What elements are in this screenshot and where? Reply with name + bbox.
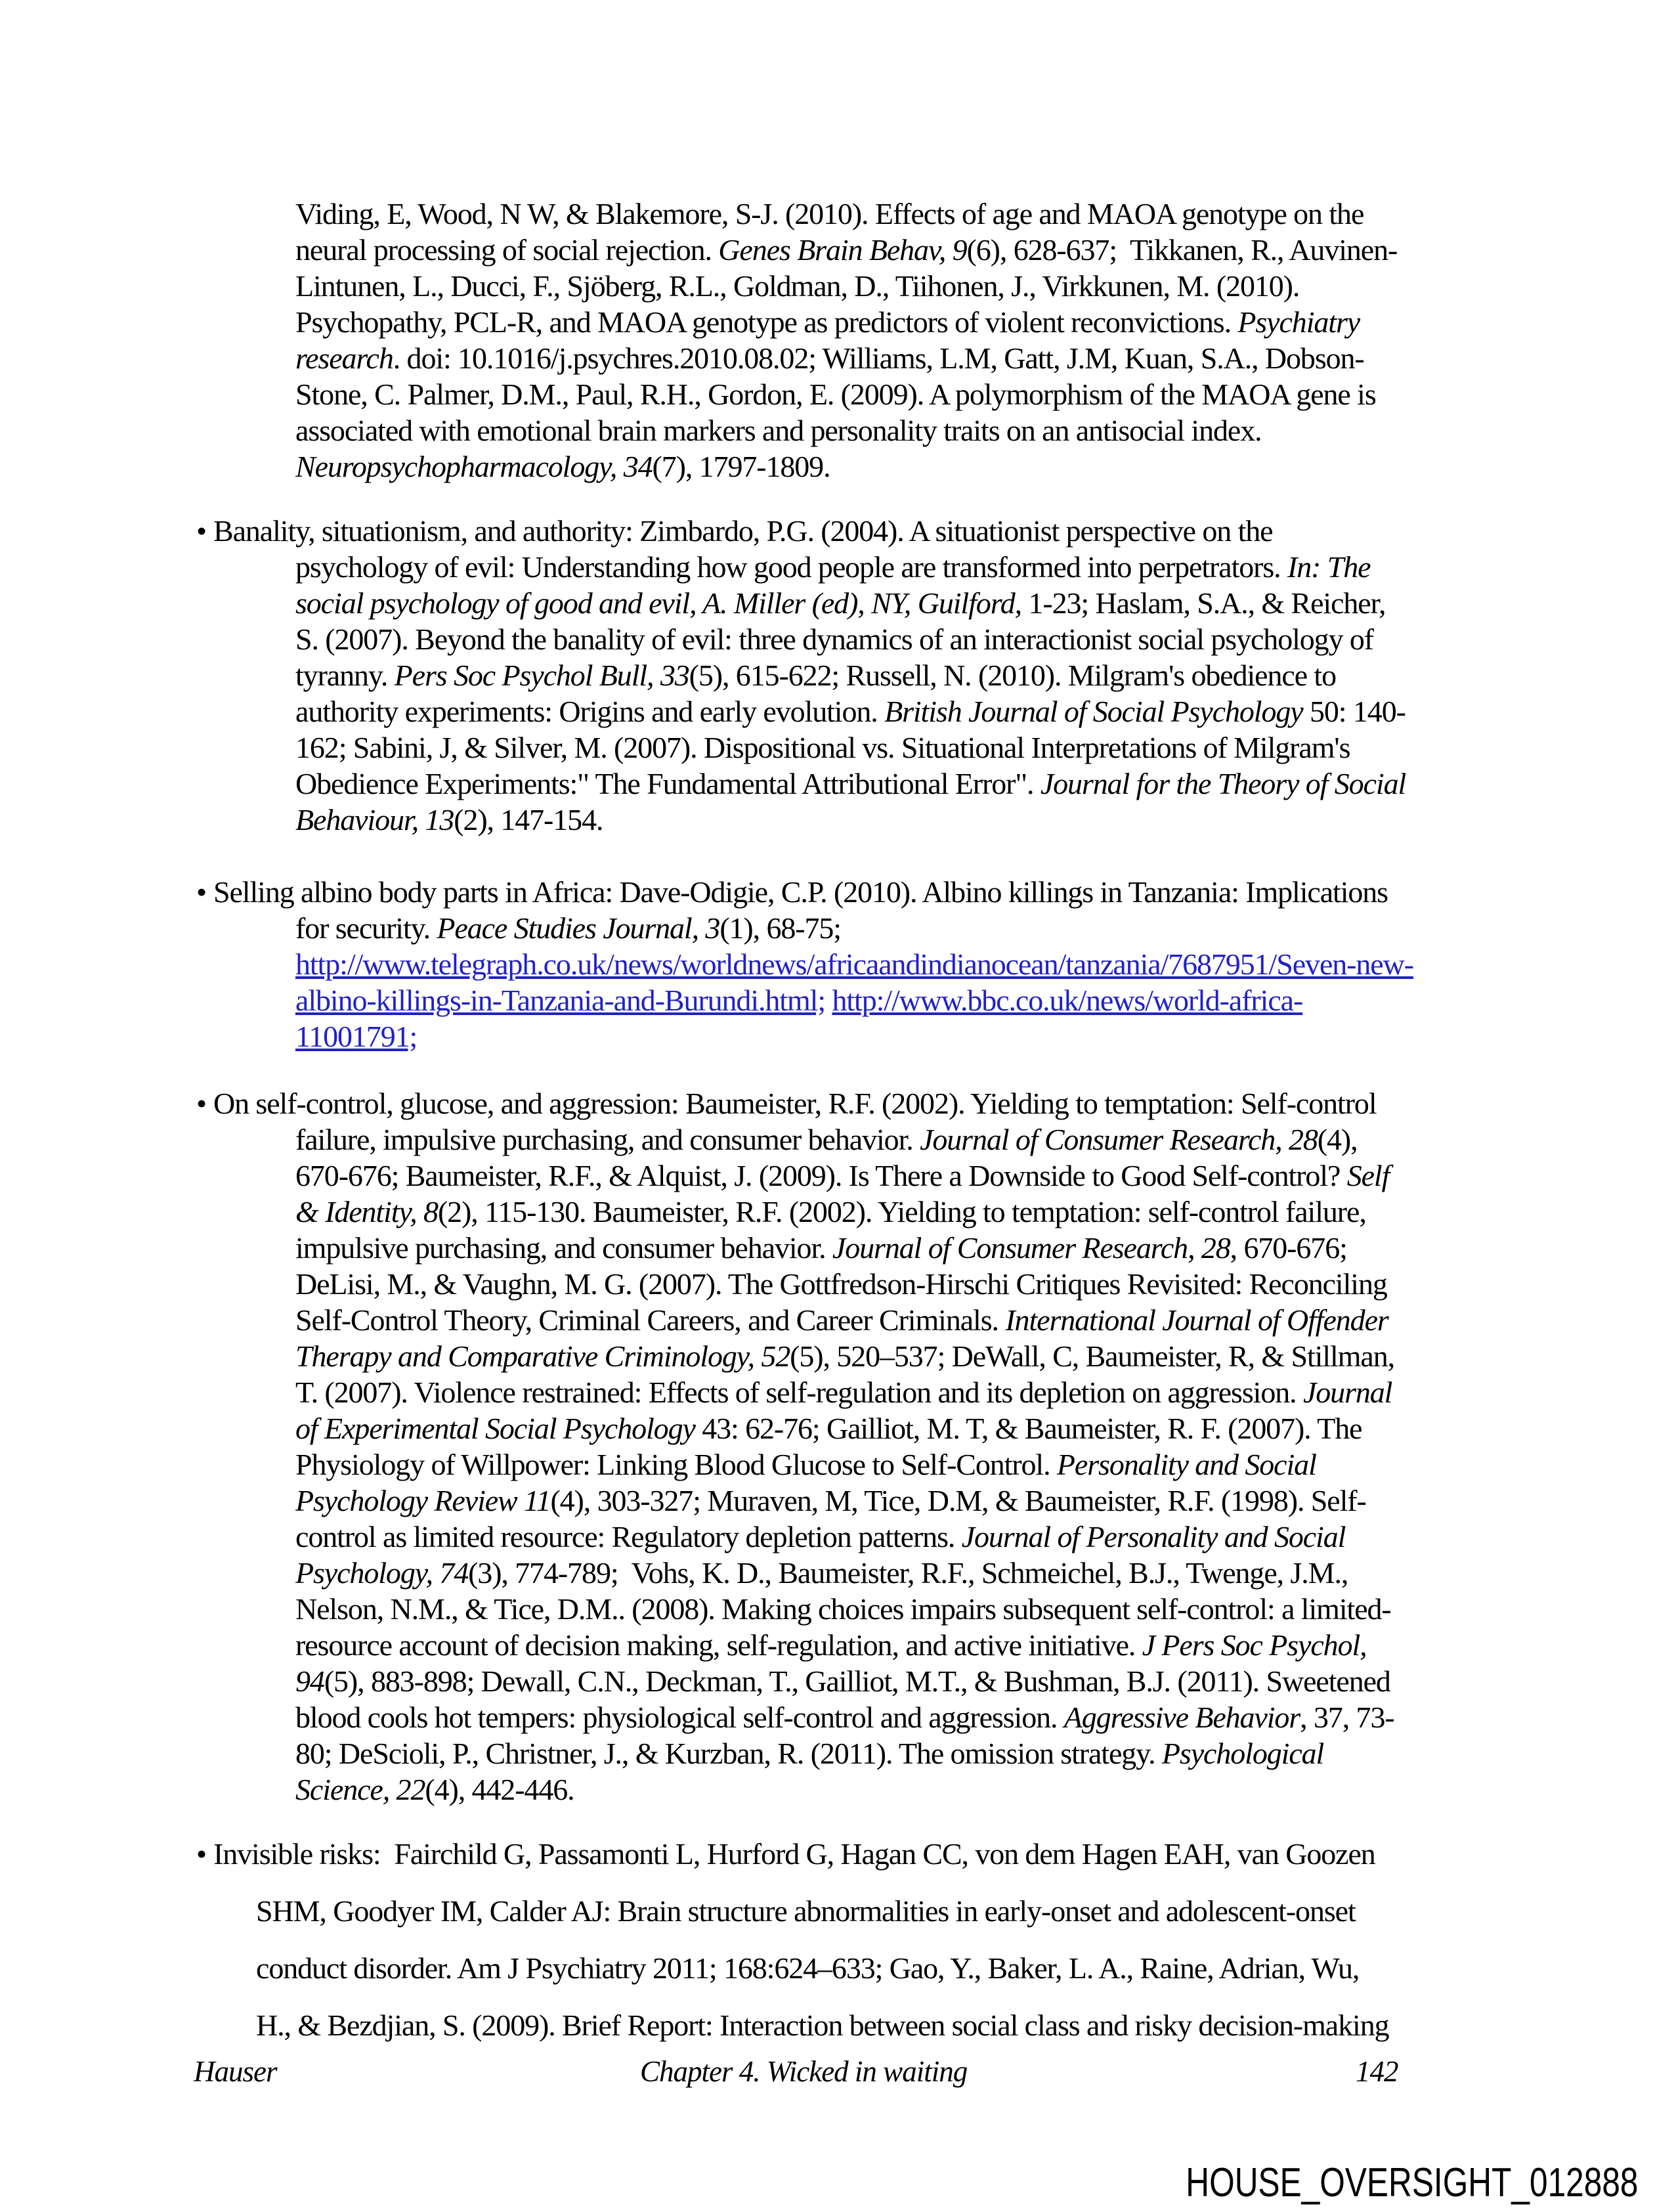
ref-self-control-glucose-aggression xyxy=(0,1085,1674,1808)
text-line xyxy=(196,874,1674,910)
text-segment: (5), 520–537; DeWall, C, Baumeister, R, & Stillman, xyxy=(790,1339,1395,1373)
text-line xyxy=(295,268,1674,304)
text-segment: In: The xyxy=(1287,550,1371,584)
text-line xyxy=(295,693,1674,729)
text-segment: Stone, C. Palmer, D.M., Paul, R.H., Gordon, E. (2009). A polymorphism of the MAOA gene is xyxy=(295,378,1376,411)
text-segment: (6), 628-637; Tikkanen, R., Auvinen- xyxy=(966,233,1398,267)
text-line xyxy=(295,549,1674,585)
text-segment: Viding, E, Wood, N W, & Blakemore, S-J. (2010). Effects of age and MAOA genotype on the xyxy=(295,197,1364,230)
text-segment: impulsive purchasing, and consumer behavior. xyxy=(295,1231,832,1265)
bates-stamp: HOUSE_OVERSIGHT_012888 xyxy=(1185,2160,1638,2205)
text-segment: (5), 883-898; Dewall, C.N., Deckman, T., Gailliot, M.T., & Bushman, B.J. (2011). Sweetened xyxy=(324,1664,1390,1698)
text-segment: Invisible risks: Fairchild G, Passamonti L, Hurford G, Hagan CC, von dem Hagen EAH, van Goozen xyxy=(213,1837,1375,1871)
text-line xyxy=(295,376,1674,412)
text-line xyxy=(295,1663,1674,1699)
text-segment: failure, impulsive purchasing, and consumer behavior. xyxy=(295,1123,920,1156)
text-segment: psychology of evil: Understanding how good people are transformed into perpetrators. xyxy=(295,550,1287,584)
text-segment: H., & Bezdjian, S. (2009). Brief Report: Interaction between social class and risky decision-making xyxy=(256,2008,1389,2042)
text-line xyxy=(295,1483,1674,1519)
text-segment: tyranny. xyxy=(295,659,395,692)
text-segment: Neuropsychopharmacology, 34 xyxy=(295,450,653,483)
text-line xyxy=(196,1825,1674,1882)
text-segment: conduct disorder. Am J Psychiatry 2011; 168:624–633; Gao, Y., Baker, L. A., Raine, Adrian, Wu, xyxy=(256,1951,1360,1985)
ref-banality-situationism-authority xyxy=(0,513,1674,838)
text-line xyxy=(295,585,1674,621)
hyperlink[interactable]: http://www.bbc.co.uk/news/world-africa- xyxy=(832,984,1303,1017)
text-segment: Journal of Consumer Research, 28 xyxy=(832,1231,1230,1265)
text-segment: , 37, 73- xyxy=(1300,1701,1394,1734)
hyperlink[interactable]: albino-killings-in-Tanzania-and-Burundi.html; xyxy=(295,984,826,1017)
text-line xyxy=(256,1940,1674,1997)
bullet-marker: • xyxy=(196,875,207,909)
ref-maoa-genotype xyxy=(0,196,1674,485)
text-line xyxy=(295,766,1674,802)
text-line xyxy=(256,1997,1674,2054)
text-segment: Psychological xyxy=(1161,1737,1324,1770)
bullet-marker: • xyxy=(196,1087,207,1120)
text-segment: for security. xyxy=(295,911,437,945)
text-segment: Psychopathy, PCL-R, and MAOA genotype as predictors of violent reconvictions. xyxy=(295,305,1238,339)
text-segment: Journal xyxy=(1302,1376,1392,1409)
text-segment: J Pers Soc Psychol, xyxy=(1142,1628,1367,1662)
text-segment: Genes Brain Behav, 9 xyxy=(718,233,967,267)
text-line xyxy=(295,982,1674,1018)
text-segment: Journal of Consumer Research, 28 xyxy=(920,1123,1318,1156)
text-segment: International Journal of Offender xyxy=(1005,1303,1388,1337)
text-segment: research xyxy=(295,341,393,375)
text-line xyxy=(196,513,1674,549)
text-segment: Lintunen, L., Ducci, F., Sjöberg, R.L., Goldman, D., Tiihonen, J., Virkkunen, M. (2010). xyxy=(295,269,1300,303)
text-segment: 1-23; Haslam, S.A., & Reicher, xyxy=(1021,586,1386,620)
ref-invisible-risks xyxy=(0,1825,1674,2054)
text-line xyxy=(295,802,1674,838)
text-segment: (1), 68-75; xyxy=(719,911,841,945)
text-segment: Aggressive Behavior xyxy=(1063,1701,1300,1734)
bullet-marker: • xyxy=(196,514,207,548)
text-segment: DeLisi, M., & Vaughn, M. G. (2007). The Gottfredson-Hirschi Critiques Revisited: Reconciling xyxy=(295,1267,1387,1301)
text-line xyxy=(295,1338,1674,1374)
text-segment: Science, 22 xyxy=(295,1773,425,1806)
text-line xyxy=(295,1699,1674,1735)
text-segment: Therapy and Comparative Criminology, 52 xyxy=(295,1339,790,1373)
text-line xyxy=(295,304,1674,340)
text-segment: On self-control, glucose, and aggression: Baumeister, R.F. (2002). Yielding to temptation: Self-control xyxy=(213,1087,1377,1120)
text-segment: 162; Sabini, J, & Silver, M. (2007). Dispositional vs. Situational Interpretations of Milgram's xyxy=(295,731,1350,764)
text-line xyxy=(295,1158,1674,1194)
text-line xyxy=(295,1302,1674,1338)
text-segment: Behaviour, 13 xyxy=(295,803,454,836)
text-line xyxy=(295,1121,1674,1158)
text-segment: (4), xyxy=(1317,1123,1358,1156)
text-segment: control as limited resource: Regulatory depletion patterns. xyxy=(295,1520,962,1553)
text-segment: Self xyxy=(1346,1159,1390,1192)
text-segment: Obedience Experiments:" The Fundamental Attributional Error". xyxy=(295,767,1041,800)
text-line xyxy=(295,1627,1674,1663)
text-segment: S. (2007). Beyond the banality of evil: three dynamics of an interactionist social psychology of xyxy=(295,622,1373,656)
text-line xyxy=(295,657,1674,693)
text-line xyxy=(295,910,1674,946)
text-segment: 50: 140- xyxy=(1302,695,1406,728)
text-segment: SHM, Goodyer IM, Calder AJ: Brain structure abnormalities in early-onset and adolescent-onset xyxy=(256,1894,1356,1928)
text-segment: social psychology of good and evil, A. Miller (ed), NY, Guilford, xyxy=(295,586,1022,620)
text-segment: 80; DeScioli, P., Christner, J., & Kurzban, R. (2011). The omission strategy. xyxy=(295,1737,1162,1770)
hyperlink[interactable]: 11001791; xyxy=(295,1020,418,1053)
text-segment: . doi: 10.1016/j.psychres.2010.08.02; Williams, L.M, Gatt, J.M, Kuan, S.A., Dobson- xyxy=(393,341,1364,375)
text-line xyxy=(295,1519,1674,1555)
text-segment: Physiology of Willpower: Linking Blood Glucose to Self-Control. xyxy=(295,1448,1057,1481)
text-segment: & Identity, 8 xyxy=(295,1195,438,1228)
text-line xyxy=(295,412,1674,448)
text-line xyxy=(295,1591,1674,1627)
bullet-marker: • xyxy=(196,1837,207,1871)
text-segment: (2), 147-154. xyxy=(454,803,603,836)
text-segment: Nelson, N.M., & Tice, D.M.. (2008). Making choices impairs subsequent self-control: a limited- xyxy=(295,1592,1391,1626)
text-segment: associated with emotional brain markers and personality traits on an antisocial index. xyxy=(295,414,1262,447)
hyperlink[interactable]: http://www.telegraph.co.uk/news/worldnews/africaandindianocean/tanzania/7687951/Seven-new- xyxy=(295,947,1413,981)
text-segment: (4), 303-327; Muraven, M, Tice, D.M, & Baumeister, R.F. (1998). Self- xyxy=(550,1484,1366,1517)
text-line xyxy=(295,1374,1674,1410)
footer-page-number: 142 xyxy=(1356,2055,1398,2088)
text-segment: Pers Soc Psychol Bull, 33 xyxy=(394,659,689,692)
text-line xyxy=(295,946,1674,982)
text-line xyxy=(295,1230,1674,1266)
footer-chapter-title: Chapter 4. Wicked in waiting xyxy=(640,2055,968,2088)
text-segment: (7), 1797-1809. xyxy=(652,450,830,483)
text-segment: blood cools hot tempers: physiological self-control and aggression. xyxy=(295,1701,1064,1734)
text-segment: authority experiments: Origins and early evolution. xyxy=(295,695,885,728)
text-line xyxy=(295,1410,1674,1446)
text-segment: Journal for the Theory of Social xyxy=(1040,767,1406,800)
text-line xyxy=(295,340,1674,376)
text-segment: of Experimental Social Psychology xyxy=(295,1412,695,1445)
text-segment: Psychology, 74 xyxy=(295,1556,469,1590)
text-segment: Selling albino body parts in Africa: Dave-Odigie, C.P. (2010). Albino killings in Tanzania: Implications xyxy=(213,875,1388,909)
text-line xyxy=(295,196,1674,232)
text-segment: neural processing of social rejection. xyxy=(295,233,719,267)
text-segment: (3), 774-789; Vohs, K. D., Baumeister, R.F., Schmeichel, B.J., Twenge, J.M., xyxy=(468,1556,1348,1590)
text-line xyxy=(256,1882,1674,1940)
text-segment: (2), 115-130. Baumeister, R.F. (2002). Yielding to temptation: self-control failure, xyxy=(437,1195,1366,1228)
text-segment: (4), 442-446. xyxy=(425,1773,574,1806)
text-line xyxy=(295,1266,1674,1302)
text-segment: Self-Control Theory, Criminal Careers, and Career Criminals. xyxy=(295,1303,1006,1337)
text-line xyxy=(295,1018,1674,1054)
text-line xyxy=(295,729,1674,766)
text-segment xyxy=(825,984,832,1017)
footer-author: Hauser xyxy=(194,2055,277,2088)
text-segment: Psychiatry xyxy=(1237,305,1360,339)
text-line xyxy=(295,448,1674,485)
text-line xyxy=(295,1771,1674,1808)
text-segment: Journal of Personality and Social xyxy=(961,1520,1346,1553)
text-line xyxy=(196,1085,1674,1121)
text-segment: , 670-676; xyxy=(1230,1231,1347,1265)
text-segment: Banality, situationism, and authority: Zimbardo, P.G. (2004). A situationist perspective on the xyxy=(213,514,1273,548)
text-segment: British Journal of Social Psychology xyxy=(884,695,1303,728)
text-line xyxy=(295,621,1674,657)
text-segment: Personality and Social xyxy=(1056,1448,1316,1481)
text-segment: Psychology Review 11 xyxy=(295,1484,551,1517)
text-line xyxy=(295,1446,1674,1483)
text-segment: 94 xyxy=(295,1664,324,1698)
text-line xyxy=(295,1194,1674,1230)
text-segment: 43: 62-76; Gailliot, M. T, & Baumeister, R. F. (2007). The xyxy=(695,1412,1362,1445)
text-segment: Peace Studies Journal, 3 xyxy=(437,911,720,945)
text-segment: (5), 615-622; Russell, N. (2010). Milgram's obedience to xyxy=(689,659,1337,692)
text-segment: 670-676; Baumeister, R.F., & Alquist, J. (2009). Is There a Downside to Good Self-control? xyxy=(295,1159,1347,1192)
text-line xyxy=(295,1555,1674,1591)
text-segment: resource account of decision making, self-regulation, and active initiative. xyxy=(295,1628,1142,1662)
text-line xyxy=(295,232,1674,268)
ref-albino-body-parts xyxy=(0,874,1674,1054)
text-line xyxy=(295,1735,1674,1771)
text-segment: T. (2007). Violence restrained: Effects of self-regulation and its depletion on aggression. xyxy=(295,1376,1303,1409)
